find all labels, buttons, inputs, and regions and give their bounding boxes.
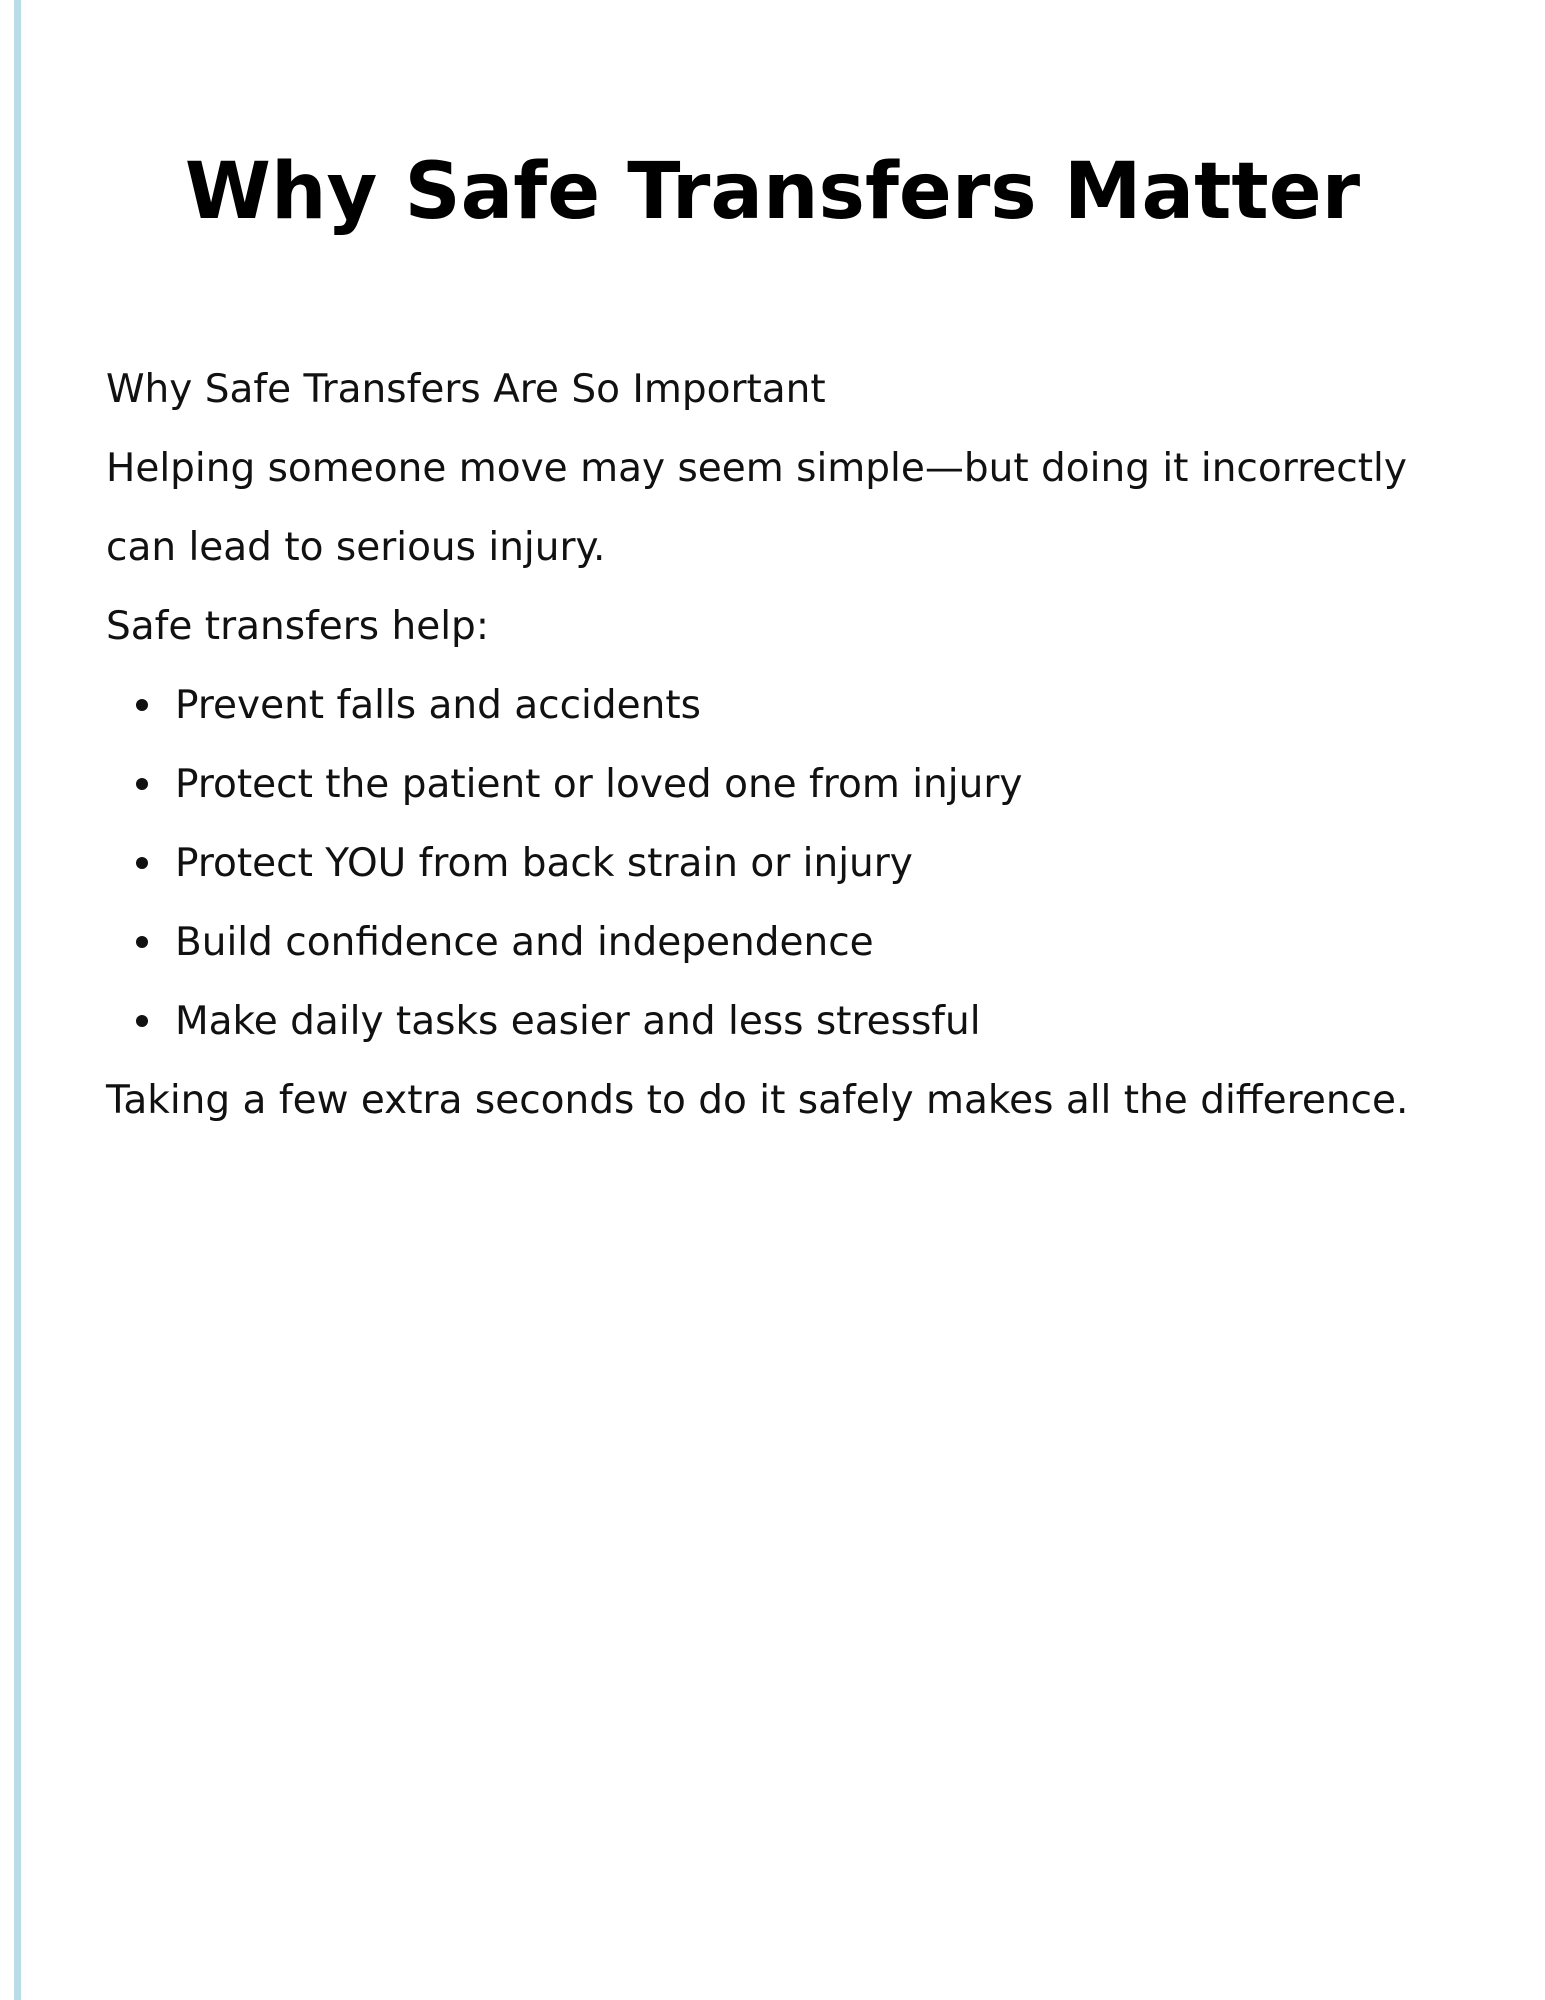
- list-item-text: Build confidence and independence: [175, 920, 874, 965]
- list-intro: Safe transfers help:: [106, 604, 489, 649]
- bullet-icon: [136, 699, 148, 711]
- list-item-text: Protect YOU from back strain or injury: [175, 841, 913, 886]
- list-item-text: Make daily tasks easier and less stressful: [175, 999, 981, 1044]
- intro-paragraph: Helping someone move may seem simple—but doing it incorrectly can lead to serious injury.: [106, 446, 1407, 570]
- left-accent-bar: [14, 0, 21, 2000]
- page-title: Why Safe Transfers Matter: [184, 147, 1361, 237]
- bullet-icon: [136, 936, 148, 948]
- closing-paragraph: Taking a few extra seconds to do it safely makes all the difference.: [106, 1078, 1409, 1123]
- bullet-icon: [136, 778, 148, 790]
- list-item-text: Protect the patient or loved one from injury: [175, 762, 1023, 807]
- section-subheading: Why Safe Transfers Are So Important: [106, 367, 826, 412]
- list-item-text: Prevent falls and accidents: [175, 683, 701, 728]
- list-item: [106, 745, 1466, 824]
- bullet-icon: [136, 1015, 148, 1027]
- bullet-icon: [136, 857, 148, 869]
- list-item: [106, 666, 1466, 745]
- list-item: [106, 903, 1466, 982]
- document-body: [106, 350, 1466, 1140]
- benefits-list: [106, 666, 1466, 1061]
- list-item: [106, 824, 1466, 903]
- list-item: [106, 982, 1466, 1061]
